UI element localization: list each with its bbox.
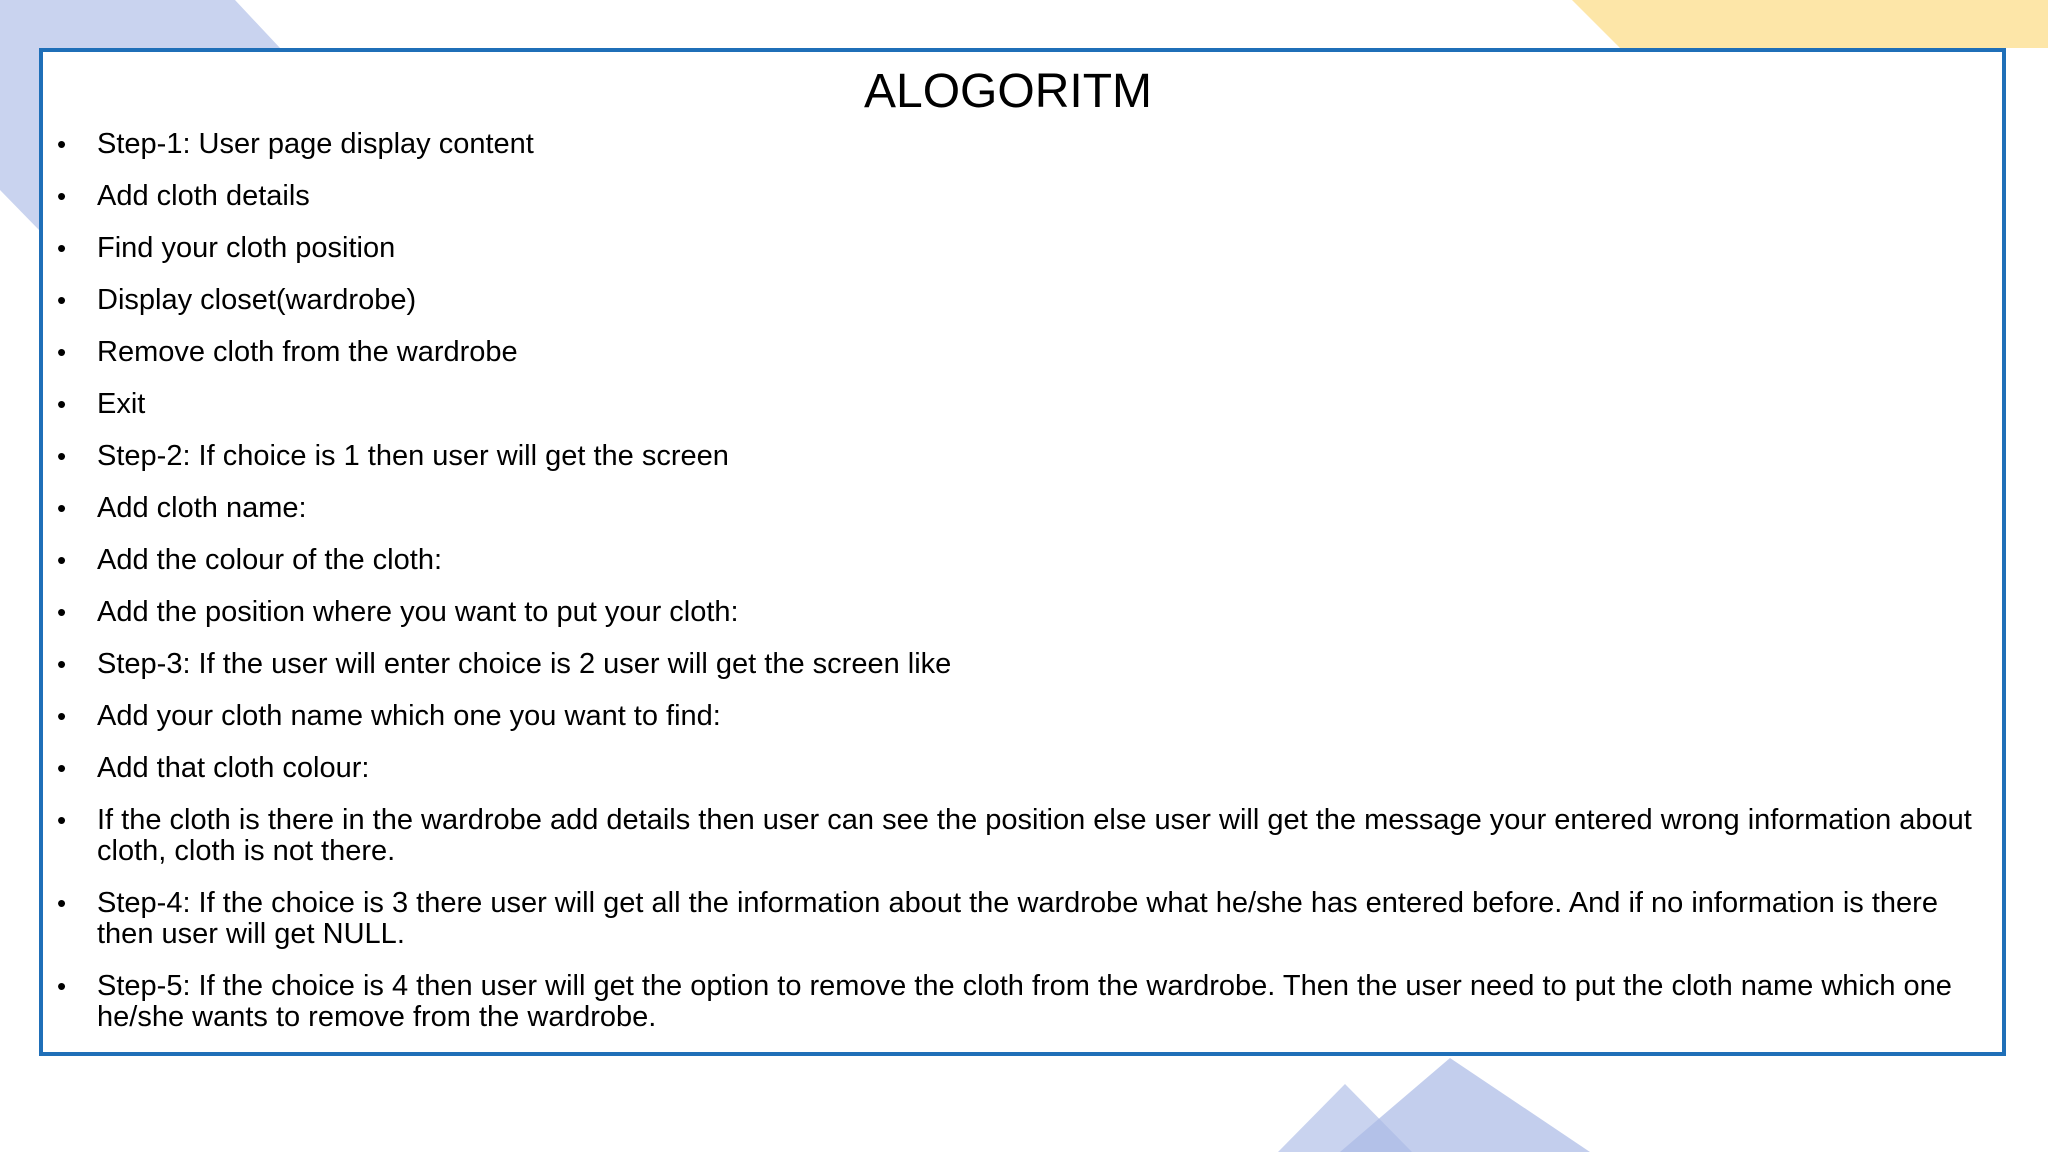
list-item: • Step-1: User page display content (57, 129, 1992, 160)
list-item: • If the cloth is there in the wardrobe add details then user can see the position else user will get the message your entered wrong information about cloth, cloth is not there. (57, 805, 1992, 867)
list-item: • Step-5: If the choice is 4 then user will get the option to remove the cloth from the wardrobe. Then the user need to put the cloth name which one he/she wants to remove from the wardrobe. (57, 971, 1992, 1033)
list-item: • Add cloth name: (57, 493, 1992, 524)
bottom-blue-shape-right (1340, 1058, 1590, 1152)
list-item: • Add that cloth colour: (57, 753, 1992, 784)
list-item: • Exit (57, 389, 1992, 420)
list-item: • Display closet(wardrobe) (57, 285, 1992, 316)
content-frame (39, 48, 2006, 1056)
list-item: • Find your cloth position (57, 233, 1992, 264)
bullet-list (57, 129, 1992, 1054)
list-item: • Remove cloth from the wardrobe (57, 337, 1992, 368)
list-item: • Step-3: If the user will enter choice is 2 user will get the screen like (57, 649, 1992, 680)
list-item: • Add the colour of the cloth: (57, 545, 1992, 576)
list-item: • Add your cloth name which one you want to find: (57, 701, 1992, 732)
slide-title: ALOGORITM (863, 65, 1153, 118)
list-item: • Step-2: If choice is 1 then user will get the screen (57, 441, 1992, 472)
list-item: • Step-4: If the choice is 3 there user will get all the information about the wardrobe what he/she has entered before. And if no information is there then user will get NULL. (57, 888, 1992, 950)
list-item: • Add cloth details (57, 181, 1992, 212)
list-item: • Add the position where you want to put your cloth: (57, 597, 1992, 628)
